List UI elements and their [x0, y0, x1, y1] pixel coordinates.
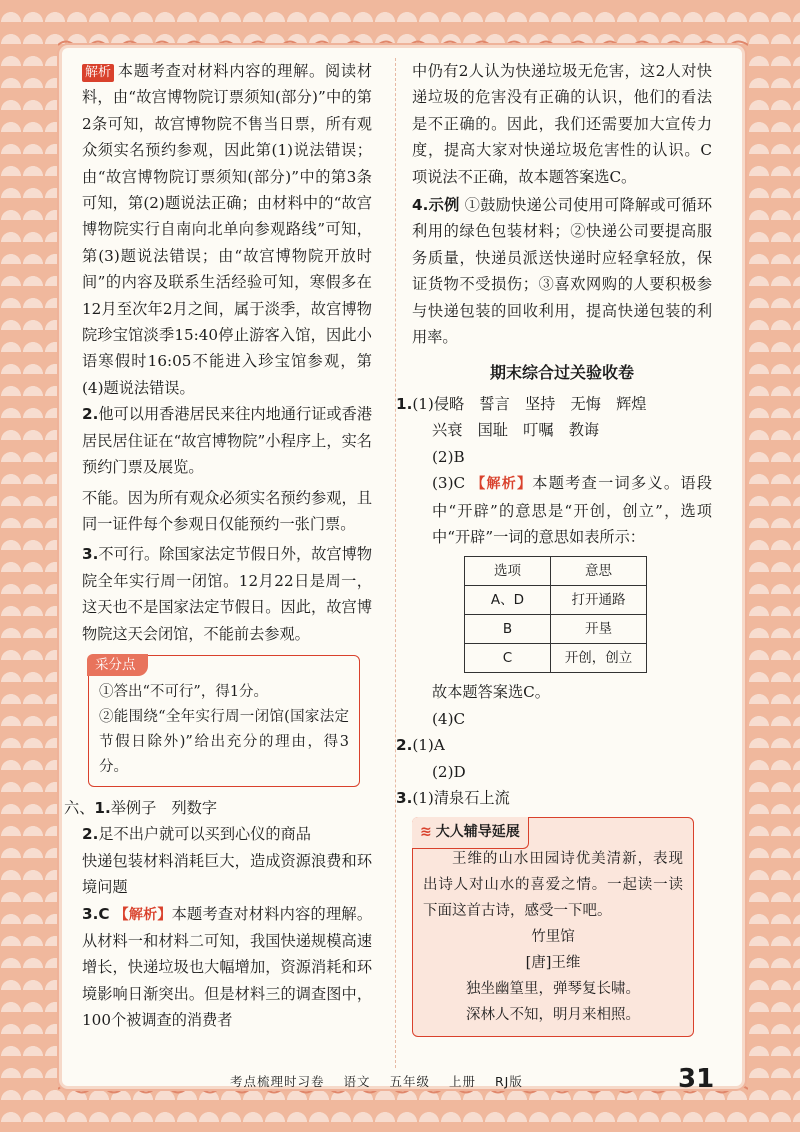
- exam-q3-number: 3.: [396, 788, 413, 807]
- q3-text: 不可行。除国家法定节假日外，故宫博物院全年实行周一闭馆。12月22日是周一，这天也不是国家法定节假日。因此，故宫博物院这天会闭馆，不能前去参观。: [82, 545, 372, 643]
- exam-q1-1: (1)侵略 誓言 坚持 无悔 辉煌: [412, 394, 647, 413]
- table-cell: A、D: [465, 586, 551, 615]
- scoring-points-box: [88, 655, 360, 787]
- table-row: [465, 586, 647, 615]
- table-row: [465, 644, 647, 673]
- scoring-point-1: ①答出“不可行”，得1分。: [99, 683, 269, 700]
- exam-q1-4: (4)C: [432, 709, 466, 728]
- footer-term: 上册: [449, 1074, 477, 1089]
- exam-q2: [396, 732, 712, 758]
- footer-grade: 五年级: [389, 1074, 431, 1089]
- footer-edition: RJ版: [495, 1074, 523, 1089]
- q4-answer: [412, 192, 712, 350]
- tutor-title-text: 大人辅导延展: [435, 824, 520, 841]
- s6-q3-text: 本题考查对材料内容的理解。从材料一和材料二可知，我国快递规模高速增长，快递垃圾也大幅增加，资源消耗和环境影响日渐突出。但是材料三的调查图中，100个被调查的消费者: [82, 904, 373, 1030]
- exam-q1-3-prefix: (3)C: [432, 474, 466, 493]
- q2-answer: [82, 401, 372, 480]
- exam-q1-3-tag: 【解析】: [471, 476, 533, 493]
- footer-book: 考点梳理时习卷: [230, 1074, 325, 1089]
- table-cell: B: [465, 615, 551, 644]
- parent-tutoring-box: [412, 817, 694, 1037]
- column-divider: [395, 58, 396, 1068]
- tutor-title: [412, 817, 529, 848]
- q2-number: 2.: [82, 405, 99, 424]
- s6-q2-text: 足不出户就可以买到心仪的商品: [98, 825, 311, 844]
- right-column: [396, 58, 713, 1037]
- footer-info: [230, 1072, 537, 1090]
- exam-q2-2: (2)D: [432, 762, 466, 781]
- table-row: [465, 615, 647, 644]
- exam-q2-number: 2.: [396, 736, 413, 755]
- exam-q2-1: (1)A: [412, 736, 445, 755]
- table-cell: 开创，创立: [551, 644, 647, 673]
- analysis-tag: 解析: [82, 64, 114, 82]
- table-cell: 开垦: [551, 615, 647, 644]
- exam-q1-2: (2)B: [432, 447, 465, 466]
- q3-number: 3.: [82, 545, 99, 564]
- section6-label: 六、: [64, 798, 95, 817]
- table-header-row: [465, 557, 647, 586]
- q2-text: 他可以用香港居民来往内地通行证或香港居民居住证在“故宫博物院”小程序上，实名预约门票及展览。: [82, 405, 372, 477]
- left-column: [64, 58, 373, 1034]
- section6-q3: [82, 901, 372, 1034]
- exam-q1-3-end: 故本题答案选C。: [432, 683, 550, 702]
- exam-q3: [396, 785, 712, 811]
- exam-q1-number: 1.: [396, 394, 413, 413]
- q2-answer-b: 不能。因为所有观众必须实名预约参观，且同一证件每个参观日仅能预约一张门票。: [82, 488, 372, 533]
- exam-q1-3-text: 本题考查一词多义。语段中“开辟”的意思是“开创，创立”，选项中“开辟”一词的意思如表所示：: [432, 474, 713, 546]
- exam-q1: [396, 391, 712, 417]
- exam-q1-1b: 兴衰 国耻 叮嘱 教诲: [432, 421, 600, 440]
- scoring-point-2: ②能围绕“全年实行周一闭馆(国家法定节假日除外)”给出充分的理由，得3分。: [99, 708, 349, 775]
- q4-number: 4.: [412, 196, 429, 215]
- section6-q2-b: 快递包装材料消耗巨大，造成资源浪费和环境问题: [82, 851, 372, 897]
- exam-section-title: 期末综合过关验收卷: [489, 363, 634, 383]
- s6-q1-number: 1.: [94, 798, 111, 817]
- s6-q3-number: 3.: [82, 904, 99, 923]
- poem-line-2: 深林人不知，明月来相照。: [466, 1007, 640, 1024]
- table-header: 选项: [465, 557, 551, 586]
- table-header: 意思: [551, 557, 647, 586]
- q4-label: 示例: [428, 196, 460, 215]
- analysis-paragraph: [82, 58, 372, 401]
- poem-title: 竹里馆: [531, 929, 575, 946]
- table-cell: C: [465, 644, 551, 673]
- s6-q3-answer: C: [98, 904, 110, 923]
- scoring-points-title: 采分点: [87, 654, 148, 676]
- continued-text: 中仍有2人认为快递垃圾无危害，这2人对快递垃圾的危害没有正确的认识，他们的看法是不正确的。因此，我们还需要加大宣传力度，提高大家对快递垃圾危害性的认识。C项说法不正确，故本题答案选C。: [412, 62, 712, 186]
- page-number: 31: [678, 1064, 715, 1094]
- tutor-text: 王维的山水田园诗优美清新，表现出诗人对山水的喜爱之情。一起读一读下面这首古诗，感受一下吧。: [423, 851, 683, 920]
- section6-q2: [82, 821, 372, 847]
- q3-answer: [82, 541, 372, 647]
- meaning-table: [464, 556, 647, 673]
- q4-text: ①鼓励快递公司使用可降解或可循环利用的绿色包装材料；②快递公司要提高服务质量，快递员派送快递时应轻拿轻放，保证货物不受损伤；③喜欢网购的人要积极参与快递包装的回收利用，提高快递包装的利用率。: [412, 196, 713, 347]
- section6-q1: [64, 795, 372, 821]
- table-cell: 打开通路: [551, 586, 647, 615]
- s6-q1-text: 举例子 列数字: [110, 798, 218, 817]
- footer-subject: 语文: [343, 1074, 371, 1089]
- exam-q1-3: [412, 470, 712, 550]
- s6-q2-number: 2.: [82, 825, 99, 844]
- s6-q3-tag: 【解析】: [114, 906, 172, 923]
- exam-q3-1: (1)清泉石上流: [412, 788, 510, 807]
- poem-line-1: 独坐幽篁里，弹琴复长啸。: [466, 981, 640, 998]
- analysis-text: 本题考查对材料内容的理解。阅读材料，由“故宫博物院订票须知(部分)”中的第2条可知，故宫博物院不售当日票，所有观众须实名预约参观，因此第(1)说法错误；由“故宫博物院订票须知(部分)”中的第3条可知，第(2)题说法正确；由材料中的“故宫博物院实行自南向北单向参观路线”可知，第(3)题说法错误；由“故宫博物院开放时间”的内容及联系生活经验可知，寒假多在12月至次年2月之间，属于淡季，故宫博物院珍宝馆淡季15:40停止游客入馆，因此小语寒假时16:05不能进入珍宝馆参观，第(4)题说法错误。: [82, 62, 372, 397]
- wave-icon: ≋: [420, 824, 432, 841]
- poem-author: [唐]王维: [525, 955, 581, 972]
